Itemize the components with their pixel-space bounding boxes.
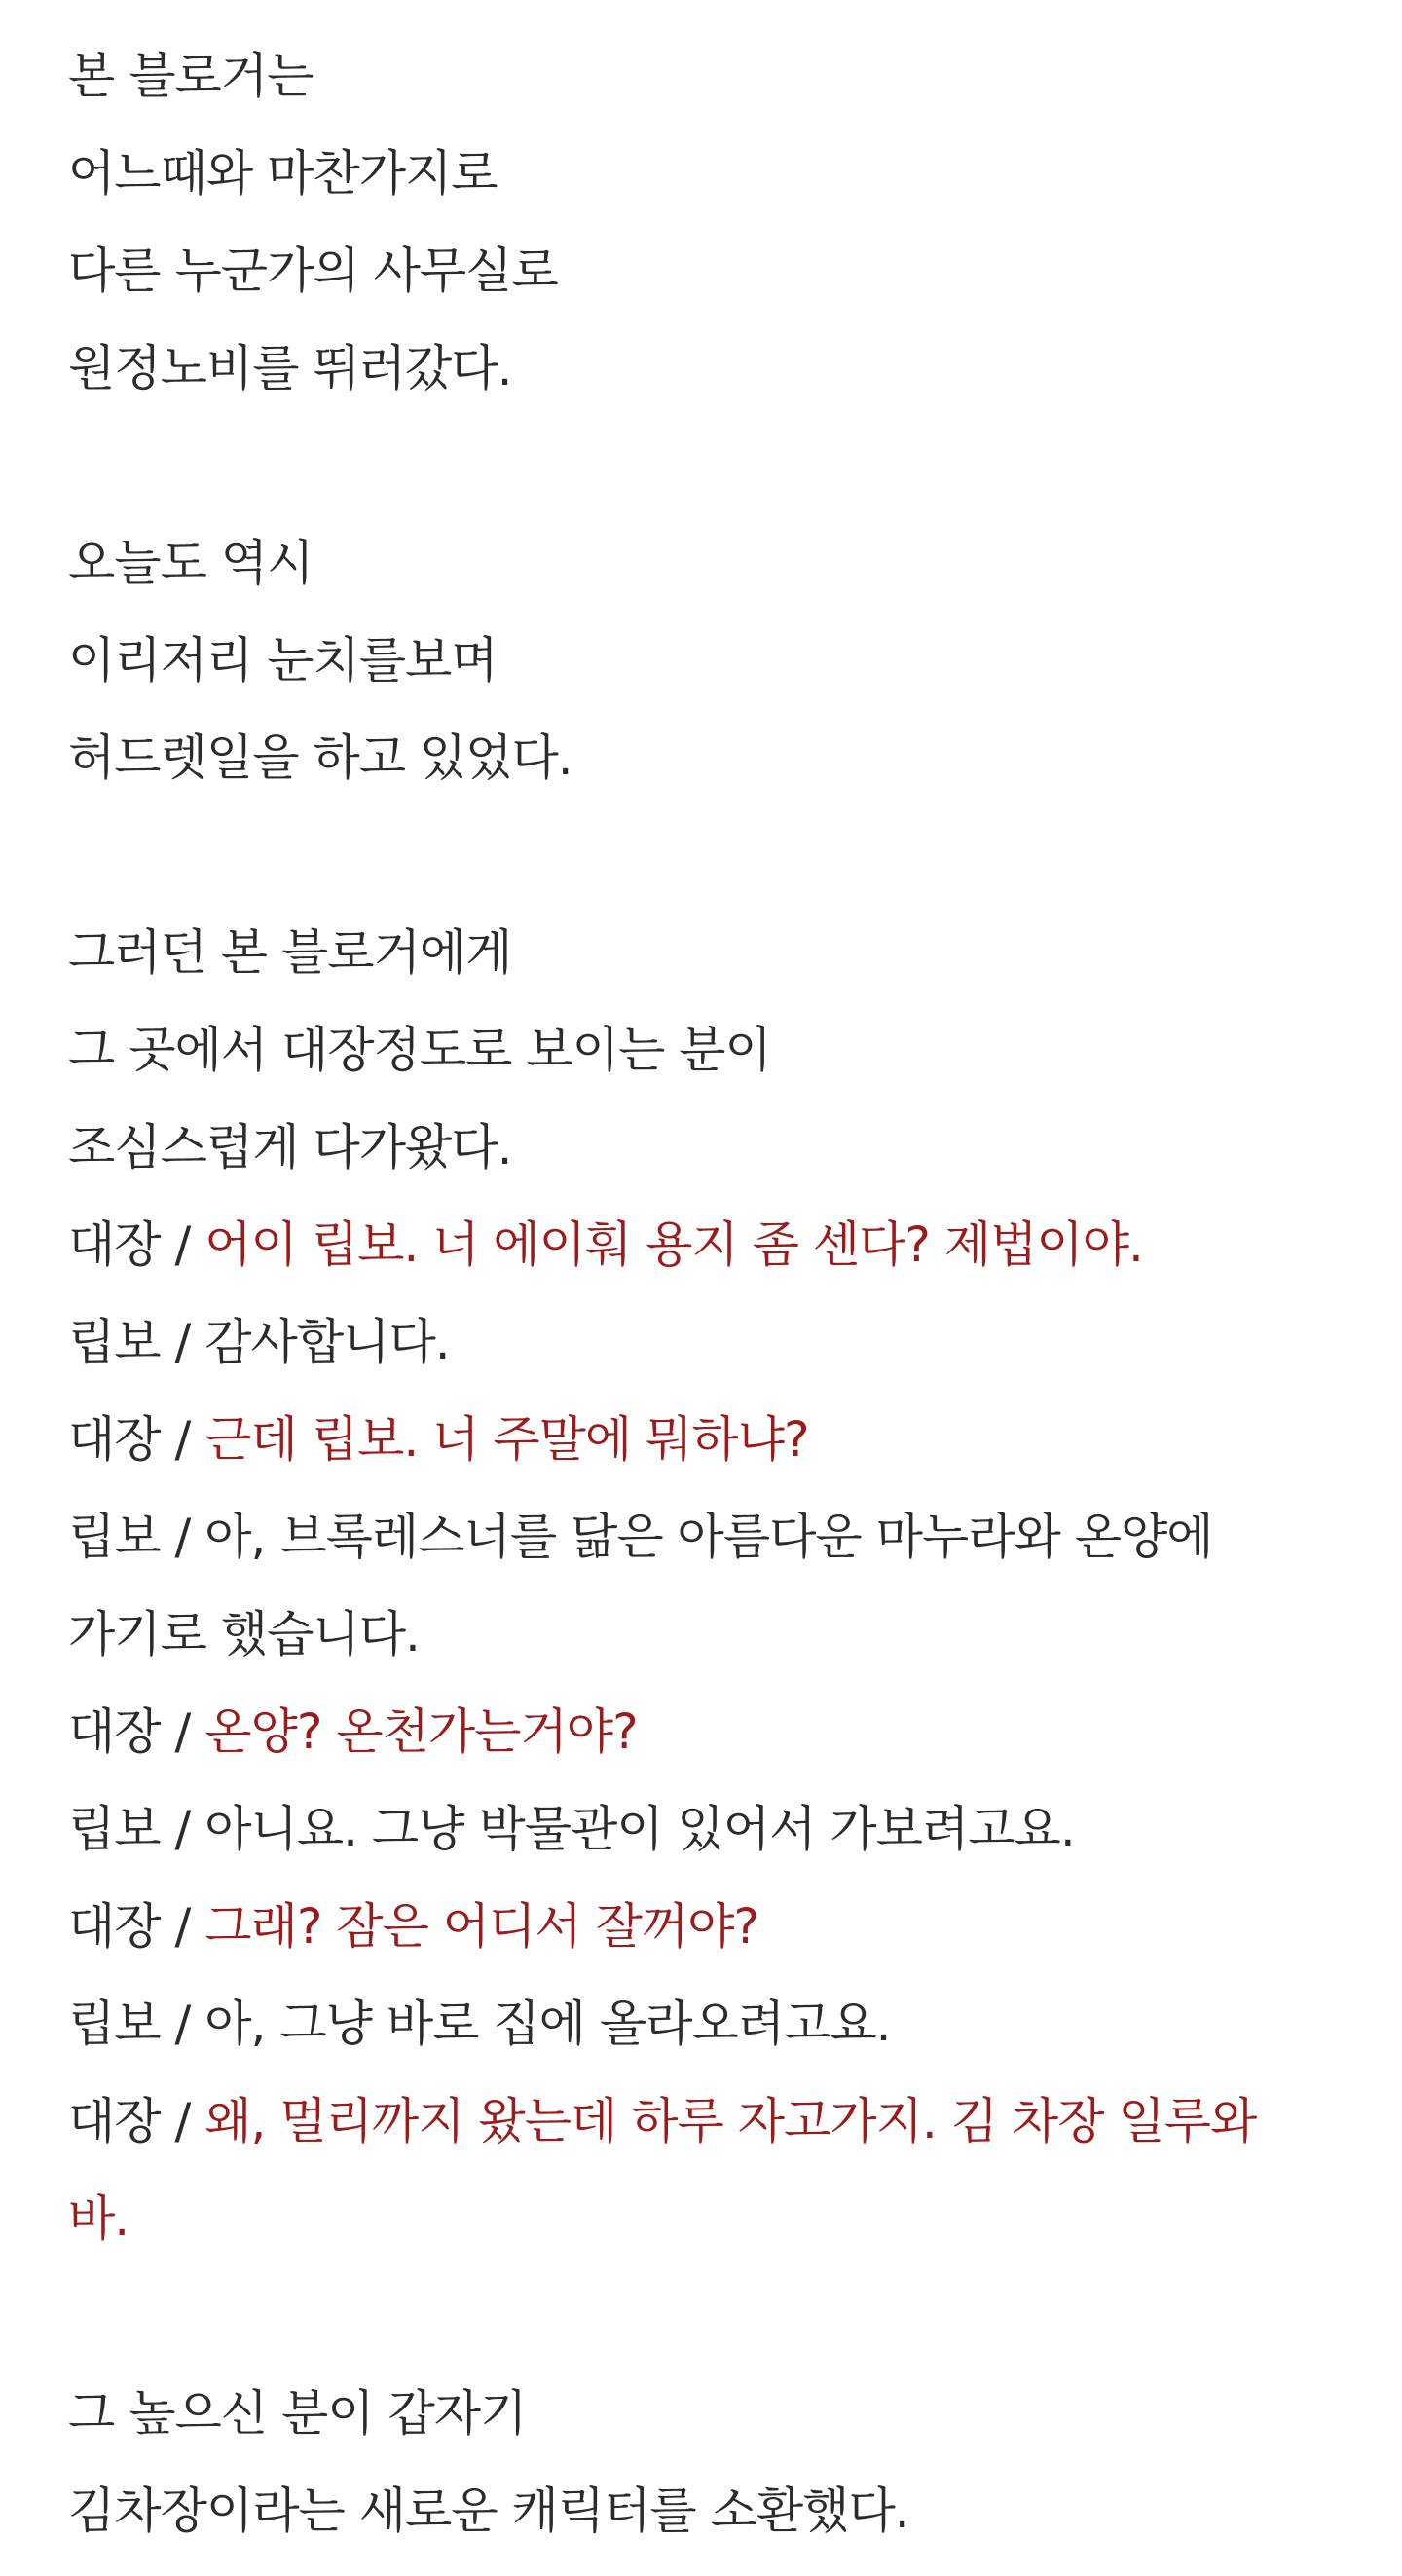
dialogue-text-quote: 그래? 잠은 어디서 잘꺼야? xyxy=(204,1898,759,1955)
dialogue-text-quote: 왜, 멀리까지 왔는데 하루 자고가지. 김 차장 일루와 xyxy=(204,2093,1257,2149)
dialogue-continuation: 가기로 했습니다. xyxy=(68,1606,420,1662)
paragraph-line: 김차장이라는 새로운 캐릭터를 소환했다. xyxy=(68,2483,909,2539)
dialogue-speaker: 립보 xyxy=(68,1509,161,1565)
paragraph-line: 이리저리 눈치를보며 xyxy=(68,632,498,689)
paragraph-line: 그러던 본 블로거에게 xyxy=(68,924,512,981)
paragraph-line: 다른 누군가의 사무실로 xyxy=(68,243,558,299)
dialogue-line xyxy=(68,2072,1353,2170)
dialogue-separator: / xyxy=(160,1216,205,1273)
paragraph-line: 오늘도 역시 xyxy=(68,535,314,591)
dialogue-speaker: 대장 xyxy=(68,1411,161,1468)
dialogue-separator: / xyxy=(160,1314,205,1370)
dialogue-speaker: 대장 xyxy=(68,1703,161,1760)
paragraph-line: 허드렛일을 하고 있었다. xyxy=(68,729,572,786)
dialogue-line xyxy=(68,1780,1353,1878)
paragraph-line: 그 높으신 분이 갑자기 xyxy=(68,2385,527,2442)
dialogue-speaker: 대장 xyxy=(68,1216,161,1273)
dialogue-line xyxy=(68,1683,1353,1780)
dialogue-text: 아, 그냥 바로 집에 올라오려고요. xyxy=(204,1996,891,2052)
paragraph-line: 어느때와 마찬가지로 xyxy=(68,145,498,202)
dialogue-text: 아니요. 그냥 박물관이 있어서 가보려고요. xyxy=(204,1801,1075,1857)
dialogue-text-quote: 근데 립보. 너 주말에 뭐하냐? xyxy=(204,1411,809,1468)
dialogue-speaker: 립보 xyxy=(68,1801,161,1857)
dialogue-line xyxy=(68,1196,1353,1293)
dialogue-separator: / xyxy=(160,1703,205,1760)
dialogue-continuation-quote: 바. xyxy=(68,2190,129,2247)
blog-post-body xyxy=(68,27,1353,2559)
dialogue-line xyxy=(68,1975,1353,2072)
dialogue-separator: / xyxy=(160,1801,205,1857)
dialogue-text-quote: 어이 립보. 너 에이훠 용지 좀 센다? 제법이야. xyxy=(204,1216,1143,1273)
dialogue-separator: / xyxy=(160,2093,205,2149)
dialogue-line xyxy=(68,1293,1353,1391)
dialogue-text-quote: 온양? 온천가는거야? xyxy=(204,1703,638,1760)
dialogue-speaker: 대장 xyxy=(68,2093,161,2149)
dialogue-separator: / xyxy=(160,1411,205,1468)
dialogue-line xyxy=(68,1878,1353,1975)
paragraph-line: 그 곳에서 대장정도로 보이는 분이 xyxy=(68,1022,771,1078)
paragraph-line: 본 블로거는 xyxy=(68,48,314,104)
dialogue-speaker: 립보 xyxy=(68,1996,161,2052)
dialogue-line xyxy=(68,1488,1353,1586)
dialogue-separator: / xyxy=(160,1509,205,1565)
dialogue-separator: / xyxy=(160,1898,205,1955)
dialogue-speaker: 립보 xyxy=(68,1314,161,1370)
paragraph-gap xyxy=(68,417,1353,514)
dialogue-line xyxy=(68,1391,1353,1488)
paragraph-gap xyxy=(68,2267,1353,2365)
dialogue-separator: / xyxy=(160,1996,205,2052)
paragraph-line: 원정노비를 뛰러갔다. xyxy=(68,340,512,396)
paragraph-line: 조심스럽게 다가왔다. xyxy=(68,1119,512,1176)
dialogue-speaker: 대장 xyxy=(68,1898,161,1955)
dialogue-text: 감사합니다. xyxy=(204,1314,450,1370)
dialogue-text: 아, 브록레스너를 닮은 아름다운 마누라와 온양에 xyxy=(204,1509,1213,1565)
paragraph-gap xyxy=(68,806,1353,904)
